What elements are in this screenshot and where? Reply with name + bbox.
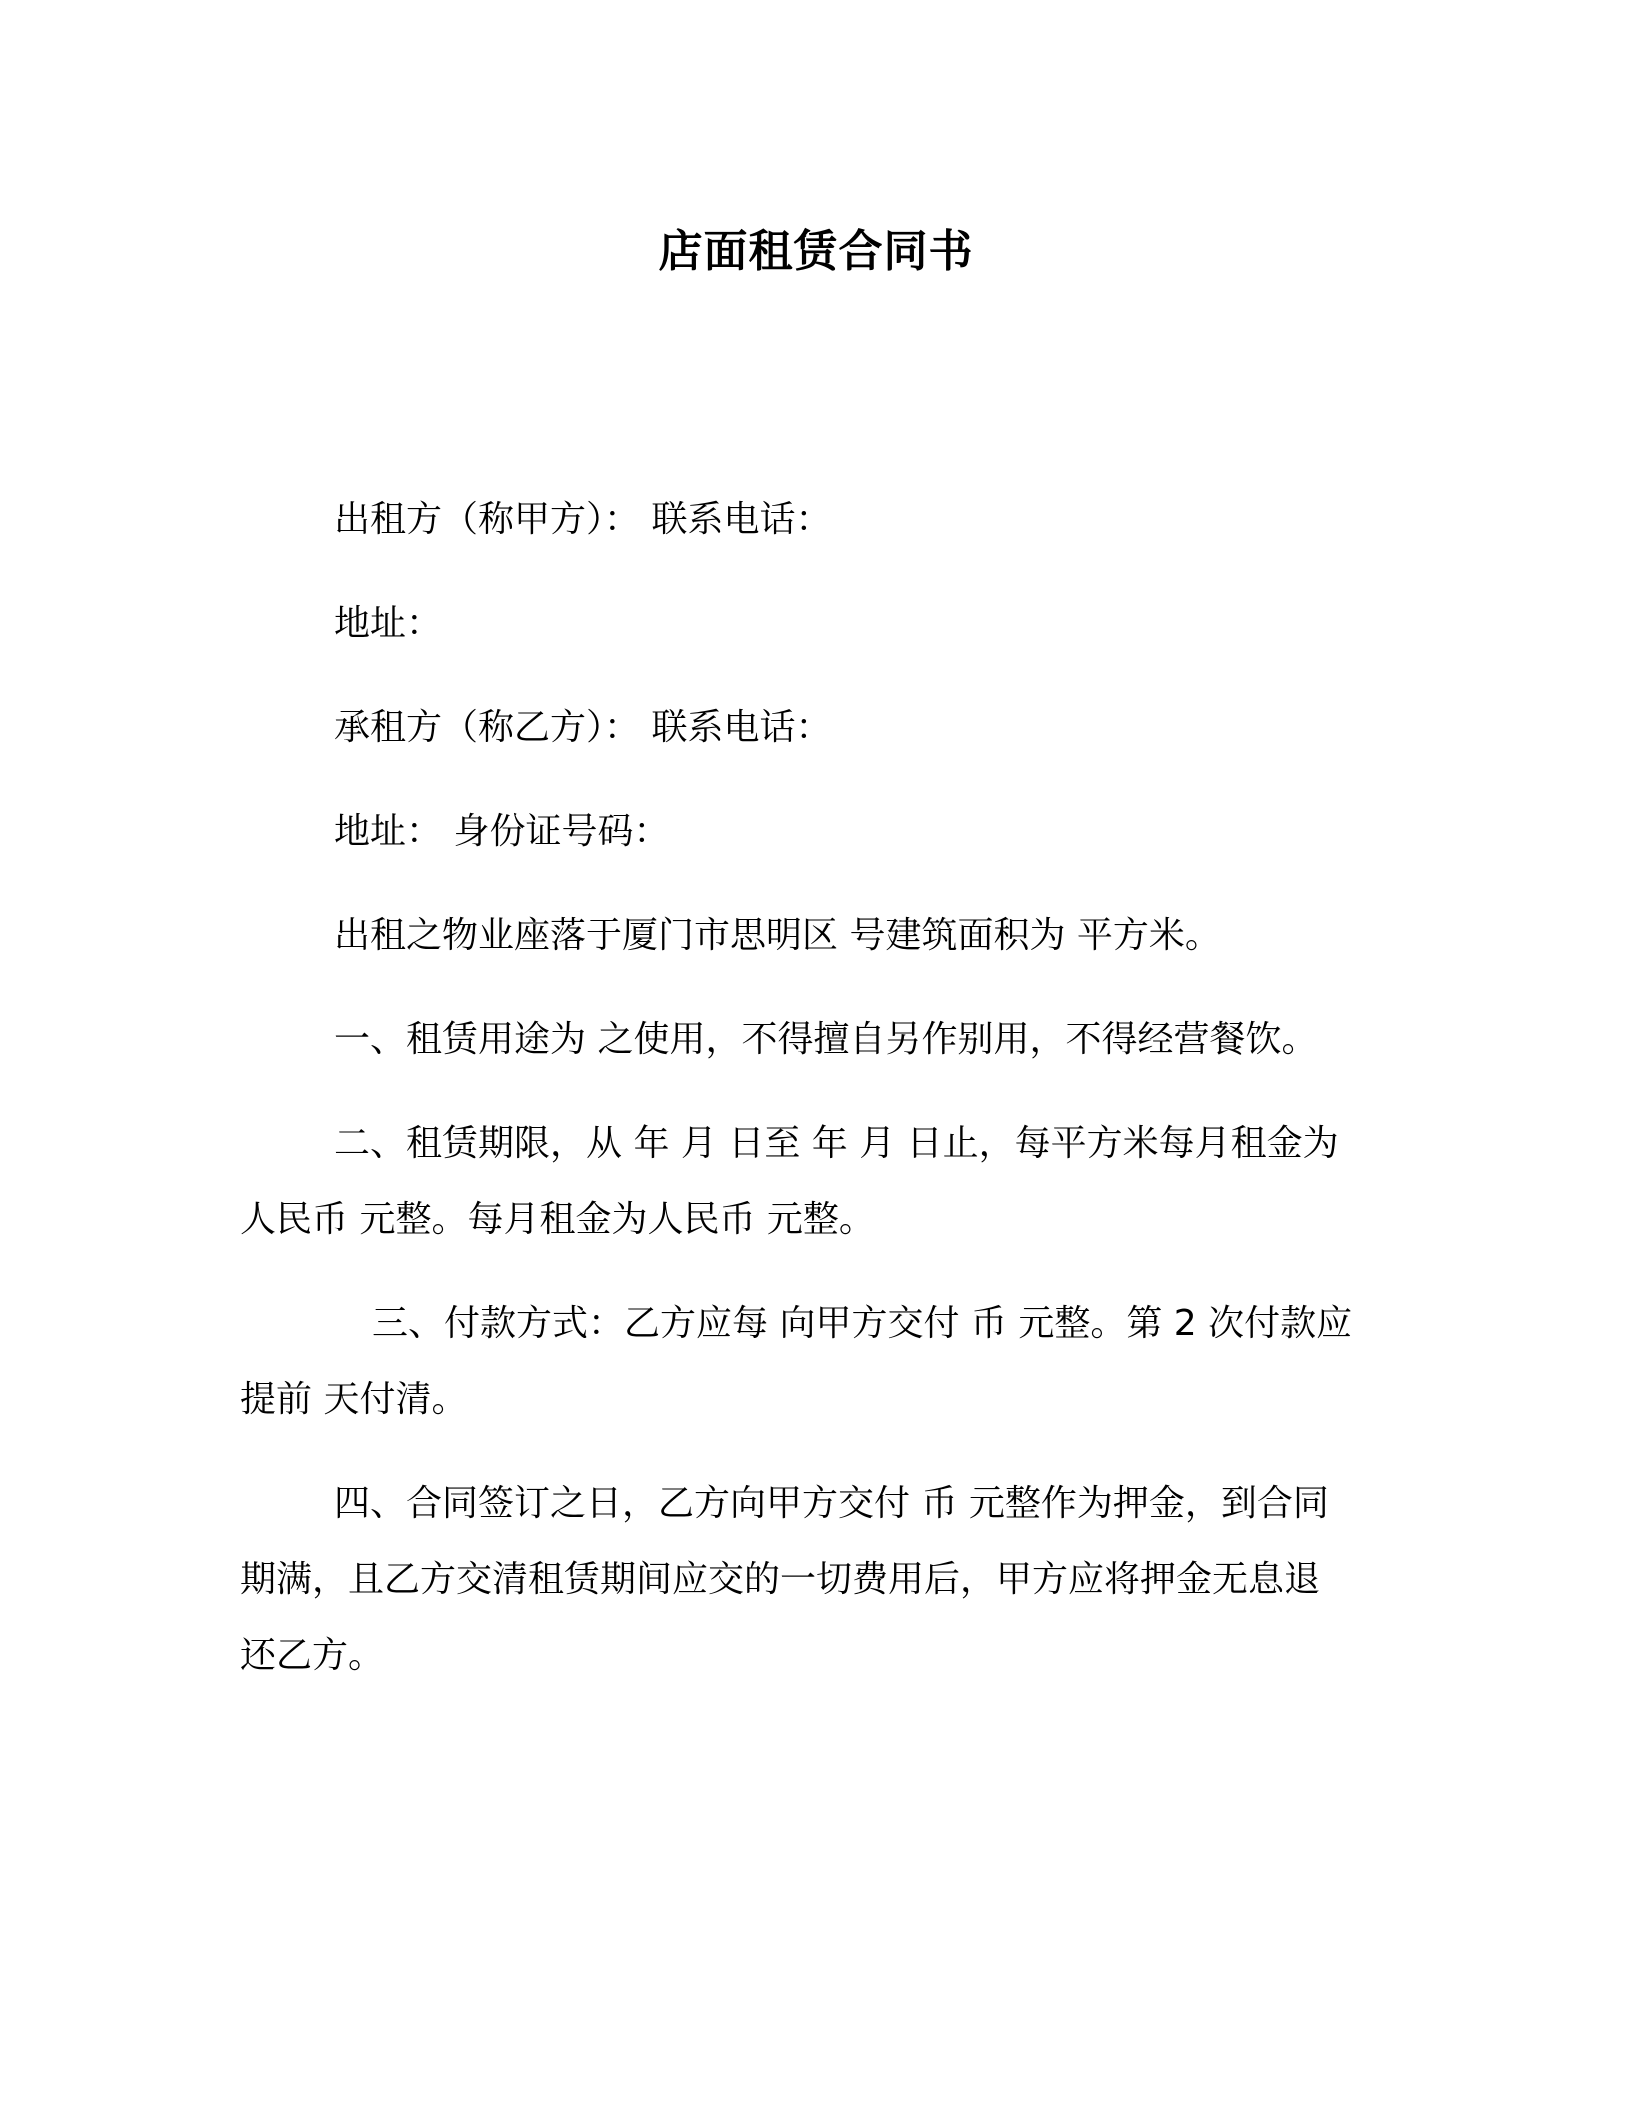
clause-2-line-2: 人民币 元整。每月租金为人民币 元整。 <box>240 1199 875 1240</box>
property-location-line: 出租之物业座落于厦门市思明区 号建筑面积为 平方米。 <box>334 915 1221 956</box>
lessor-address-line: 地址： <box>334 603 443 644</box>
document-title: 店面租赁合同书 <box>658 226 974 277</box>
clause-2-line-1: 二、租赁期限，从 年 月 日至 年 月 日止，每平方米每月租金为 <box>334 1123 1339 1164</box>
clause-4-line-1: 四、合同签订之日，乙方向甲方交付 币 元整作为押金，到合同 <box>334 1483 1329 1524</box>
lessee-address-line: 地址： 身份证号码： <box>334 811 670 852</box>
clause-3-line-1: 三、付款方式：乙方应每 向甲方交付 币 元整。第 2 次付款应 <box>372 1303 1353 1344</box>
clause-1-line: 一、租赁用途为 之使用，不得擅自另作别用，不得经营餐饮。 <box>334 1019 1318 1060</box>
clause-4-line-2: 期满，且乙方交清租赁期间应交的一切费用后，甲方应将押金无息退 <box>240 1559 1321 1600</box>
lessee-line: 承租方（称乙方）： 联系电话： <box>334 707 832 748</box>
clause-3-line-2: 提前 天付清。 <box>240 1379 468 1420</box>
lessor-line: 出租方（称甲方）： 联系电话： <box>334 499 832 540</box>
clause-4-line-3: 还乙方。 <box>240 1635 385 1676</box>
